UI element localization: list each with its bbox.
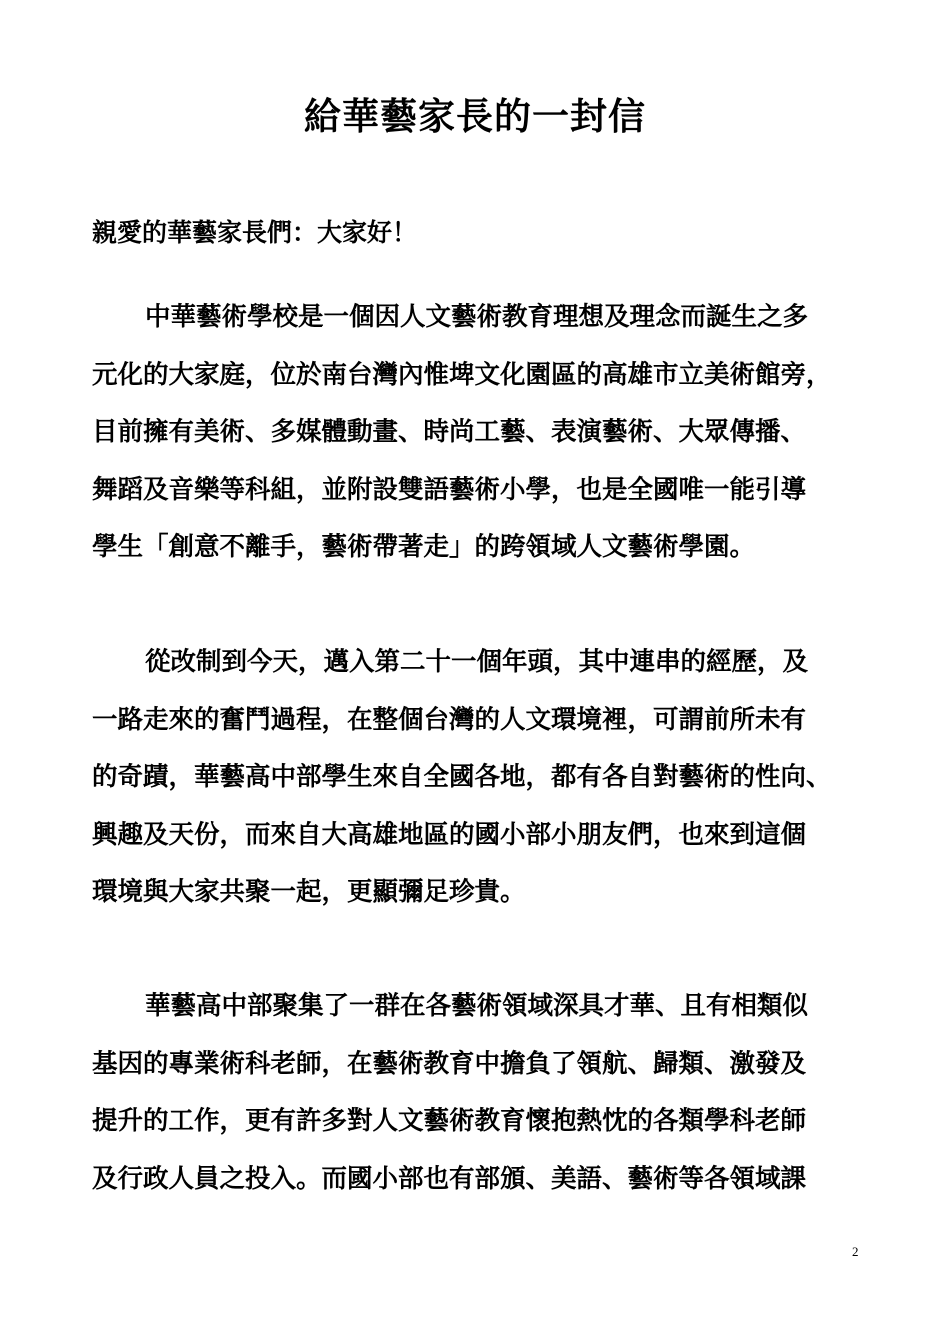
paragraph-line: 基因的專業術科老師，在藝術教育中擔負了領航、歸類、激發及 (92, 1048, 807, 1079)
paragraph-line: 華藝高中部聚集了一群在各藝術領域深具才華、且有相類似 (145, 991, 809, 1021)
paragraph-line: 環境與大家共聚一起，更顯彌足珍貴。 (92, 877, 526, 907)
paragraph-line: 提升的工作，更有許多對人文藝術教育懷抱熱忱的各類學科老師 (92, 1106, 807, 1136)
paragraph-line: 中華藝術學校是一個因人文藝術教育理想及理念而誕生之多 (145, 302, 809, 332)
paragraph-teachers (92, 989, 882, 1219)
paragraph-line: 目前擁有美術、多媒體動畫、時尚工藝、表演藝術、大眾傳播、 (92, 417, 807, 447)
paragraph-line: 舞蹈及音樂等科組，並附設雙語藝術小學，也是全國唯一能引導 (92, 474, 807, 505)
paragraph-line: 學生「創意不離手，藝術帶著走」的跨領域人文藝術學園。 (92, 532, 756, 562)
paragraph-line: 元化的大家庭，位於南台灣內惟埤文化園區的高雄市立美術館旁， (92, 359, 832, 390)
paragraph-history (92, 645, 882, 933)
letter-greeting: 親愛的華藝家長們：大家好！ (92, 218, 418, 247)
paragraph-line: 及行政人員之投入。而國小部也有部頒、美語、藝術等各領域課 (92, 1163, 807, 1194)
paragraph-line: 從改制到今天，邁入第二十一個年頭，其中連串的經歷，及 (145, 647, 809, 677)
page-number: 2 (852, 1244, 859, 1259)
paragraph-line: 的奇蹟，華藝高中部學生來自全國各地，都有各自對藝術的性向、 (92, 762, 832, 792)
paragraph-intro (92, 300, 882, 588)
paragraph-line: 興趣及天份，而來自大高雄地區的國小部小朋友們，也來到這個 (92, 819, 807, 850)
letter-title: 給華藝家長的一封信 (304, 94, 646, 138)
paragraph-line: 一路走來的奮鬥過程，在整個台灣的人文環境裡，可謂前所未有 (92, 704, 807, 735)
